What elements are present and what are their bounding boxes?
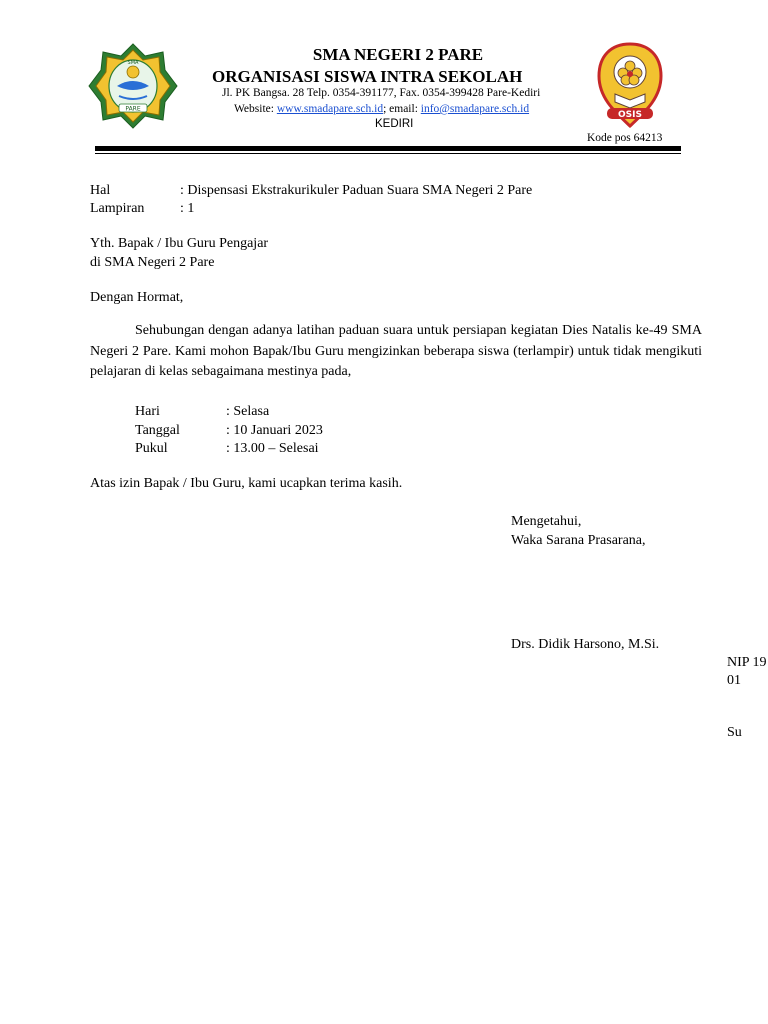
- header-rule-thin: [95, 153, 681, 154]
- body-paragraph-text: Sehubungan dengan adanya latihan paduan suara untuk persiapan kegiatan Dies Natalis ke-49 SMA Negeri 2 Pare. Kami mohon Bapak/Ibu Guru mengizinkan beberapa siswa (terlampir) untuk tidak mengikuti pelajaran di kelas sebagaimana mestinya pada,: [90, 323, 702, 379]
- left-logo-text: SMA: [127, 60, 139, 66]
- signature-nip-continued: 01: [727, 673, 741, 688]
- clipped-text: Su: [727, 725, 742, 740]
- signature-nip: NIP 19: [727, 655, 767, 670]
- email-link[interactable]: info@smadapare.sch.id: [420, 103, 530, 115]
- schedule-day-value: : Selasa: [226, 404, 270, 419]
- signature-acknowledged: Mengetahui,: [511, 514, 582, 529]
- schedule-time-value: : 13.00 – Selesai: [226, 441, 319, 456]
- recipient-line-2: di SMA Negeri 2 Pare: [90, 255, 215, 270]
- subject-line: [90, 182, 532, 200]
- signature-name: Drs. Didik Harsono, M.Si.: [511, 637, 660, 652]
- website-link[interactable]: www.smadapare.sch.id: [276, 103, 384, 115]
- school-name: SMA NEGERI 2 PARE: [312, 45, 484, 64]
- postal-code: Kode pos 64213: [587, 132, 663, 144]
- schedule-time-label: Pukul: [135, 441, 168, 456]
- header-rule-thick: [95, 146, 681, 151]
- recipient-line-1: Yth. Bapak / Ibu Guru Pengajar: [90, 236, 269, 251]
- subject-label: Hal: [90, 183, 111, 198]
- school-address: Jl. PK Bangsa. 28 Telp. 0354-391177, Fax. 0354-399428 Pare-Kediri: [222, 87, 541, 99]
- greeting: Dengan Hormat,: [90, 290, 184, 305]
- osis-logo: [597, 42, 663, 128]
- contact-line: [234, 103, 529, 115]
- email-label: ; email:: [383, 103, 421, 115]
- closing-text: Atas izin Bapak / Ibu Guru, kami ucapkan terima kasih.: [90, 476, 403, 491]
- schedule-day-label: Hari: [135, 404, 160, 419]
- schedule-date-value: : 10 Januari 2023: [226, 423, 323, 438]
- left-logo-banner: PARE: [125, 105, 141, 113]
- attachment-value: : 1: [180, 201, 195, 216]
- city: KEDIRI: [375, 118, 414, 130]
- organization-name: ORGANISASI SISWA INTRA SEKOLAH: [212, 67, 523, 86]
- signature-position: Waka Sarana Prasarana,: [511, 533, 646, 548]
- right-logo-text: OSIS: [618, 110, 642, 120]
- body-paragraph: [90, 321, 702, 383]
- subject-value: : Dispensasi Ekstrakurikuler Paduan Suara SMA Negeri 2 Pare: [180, 183, 533, 198]
- attachment-label: Lampiran: [90, 201, 145, 216]
- website-label: Website:: [234, 103, 277, 115]
- attachment-line: [90, 200, 194, 218]
- schedule-date-label: Tanggal: [135, 423, 180, 438]
